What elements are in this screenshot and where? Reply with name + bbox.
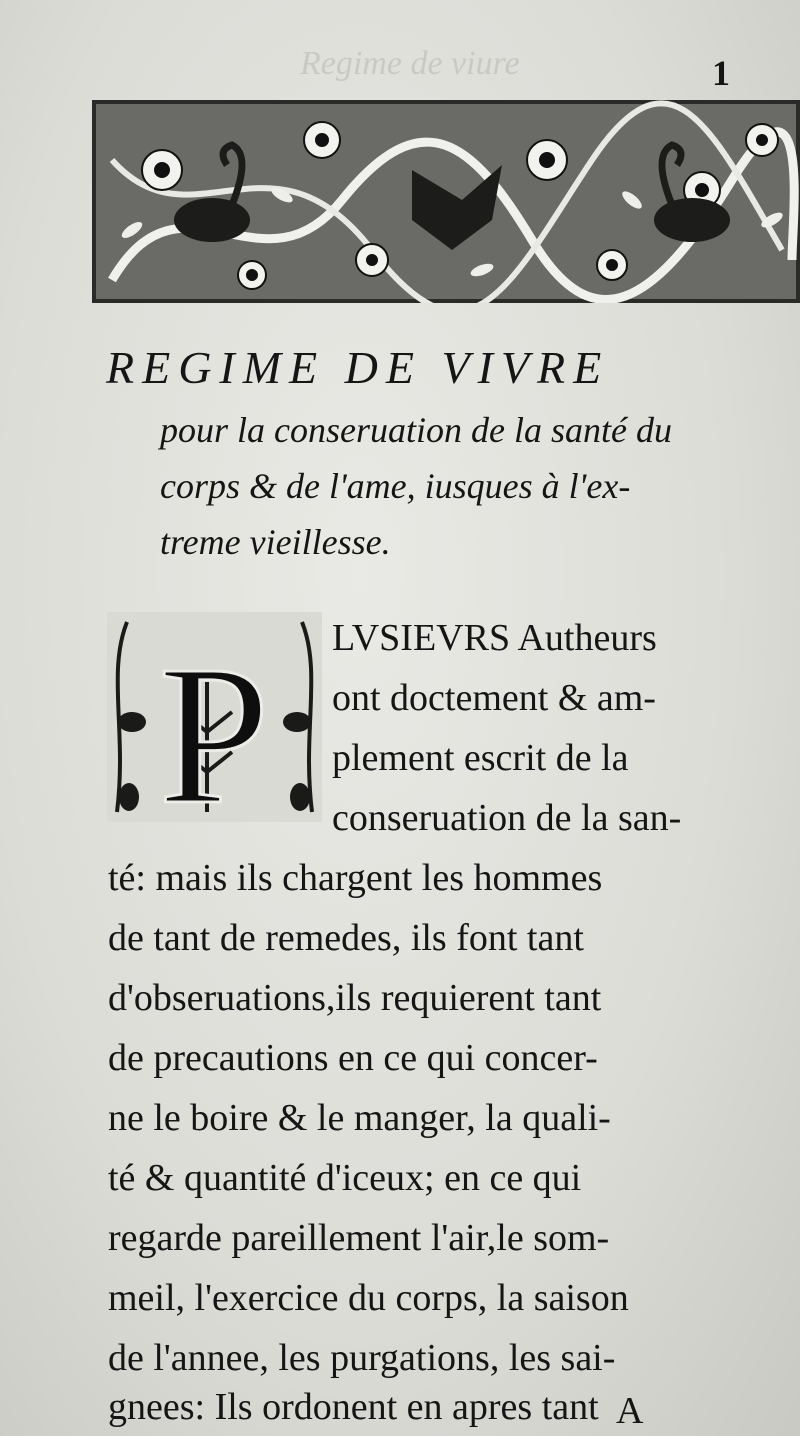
body-line: ne le boire & le manger, la quali- (108, 1097, 611, 1139)
body-line: de precautions en ce qui concer- (108, 1037, 598, 1079)
body-line: de l'annee, les purgations, les sai- (108, 1337, 616, 1379)
body-line-last: gnees: Ils ordonent en apres tant (108, 1386, 599, 1428)
drop-cap-ornament (107, 612, 322, 822)
signature-mark: A (616, 1390, 644, 1432)
body-line: d'obseruations,ils requierent tant (108, 977, 602, 1019)
body-line: té: mais ils chargent les hommes (108, 857, 603, 899)
body-line: té & quantité d'iceux; en ce qui (108, 1157, 582, 1199)
body-line: ont doctement & am- (332, 677, 656, 719)
body-line: regarde pareillement l'air,le som- (108, 1217, 610, 1259)
subtitle (160, 402, 780, 570)
ornamental-headpiece (92, 100, 800, 303)
body-line: de tant de remedes, ils font tant (108, 917, 584, 959)
body-line: meil, l'exercice du corps, la saison (108, 1277, 629, 1319)
subtitle-line: pour la conseruation de la santé du (160, 410, 672, 450)
body-line: conseruation de la san- (332, 797, 682, 839)
subtitle-line: treme vieillesse. (160, 522, 391, 562)
page-title: REGIME DE VIVRE (106, 342, 610, 393)
page-number: 1 (712, 53, 730, 93)
bleed-through-text: Regime de viure (300, 45, 520, 82)
body-line: plement escrit de la (332, 737, 629, 779)
body-line: LVSIEVRS Autheurs (332, 617, 657, 659)
subtitle-line: corps & de l'ame, iusques à l'ex- (160, 466, 631, 506)
drop-cap-letter: P (158, 625, 270, 822)
